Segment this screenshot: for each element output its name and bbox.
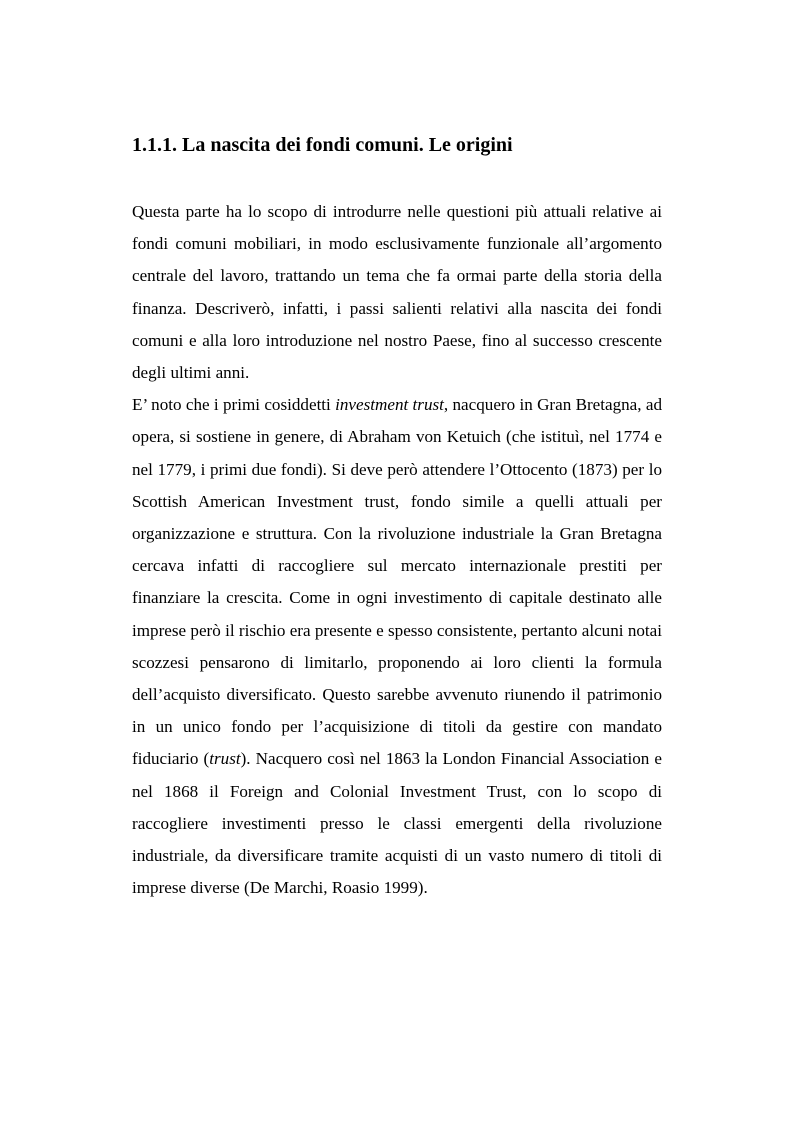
text-segment: , nacquero in Gran Bretagna, ad opera, si sostiene in genere, di Abraham von Ketuich (che istituì, nel 1774 e nel 1779, i primi due fondi). Si deve però attendere l’Ottocento (1873) per lo Scottish American Investment trust, fondo simile a quelli attuali per organizzazione e struttura. Con la rivoluzione industriale la Gran Bretagna cercava infatti di raccogliere sul mercato internazionale prestiti per finanziare la crescita. Come in ogni investimento di capitale destinato alle imprese però il rischio era presente e spesso consistente, pertanto alcuni notai scozzesi pensarono di limitarlo, proponendo ai loro clienti la formula dell’acquisto diversificato. Questo sarebbe avvenuto riunendo il patrimonio in un unico fondo per l’acquisizione di titoli da gestire con mandato fiduciario ( <box>132 395 662 769</box>
section-heading: 1.1.1. La nascita dei fondi comuni. Le origini <box>132 134 513 156</box>
document-page <box>132 128 662 904</box>
text-segment: ). Nacquero così nel 1863 la London Financial Association e nel 1868 il Foreign and Colonial Investment Trust, con lo scopo di raccogliere investimenti presso le classi emergenti della rivoluzione industriale, da diversificare tramite acquisti di un vasto numero di titoli di imprese diverse (De Marchi, Roasio 1999). <box>132 749 662 898</box>
italic-term-investment-trust: investment trust <box>335 395 444 415</box>
section-body <box>132 196 662 904</box>
paragraph-origins <box>132 389 662 904</box>
paragraph-intro <box>132 196 662 389</box>
italic-term-trust: trust <box>209 749 241 769</box>
text-segment: E’ noto che i primi cosiddetti <box>132 395 336 415</box>
text-segment: Questa parte ha lo scopo di introdurre nelle questioni più attuali relative ai fondi comuni mobiliari, in modo esclusivamente funzionale all’argomento centrale del lavoro, trattando un tema che fa ormai parte della storia della finanza. Descriverò, infatti, i passi salienti relativi alla nascita dei fondi comuni e alla loro introduzione nel nostro Paese, fino al successo crescente degli ultimi anni. <box>132 202 662 383</box>
